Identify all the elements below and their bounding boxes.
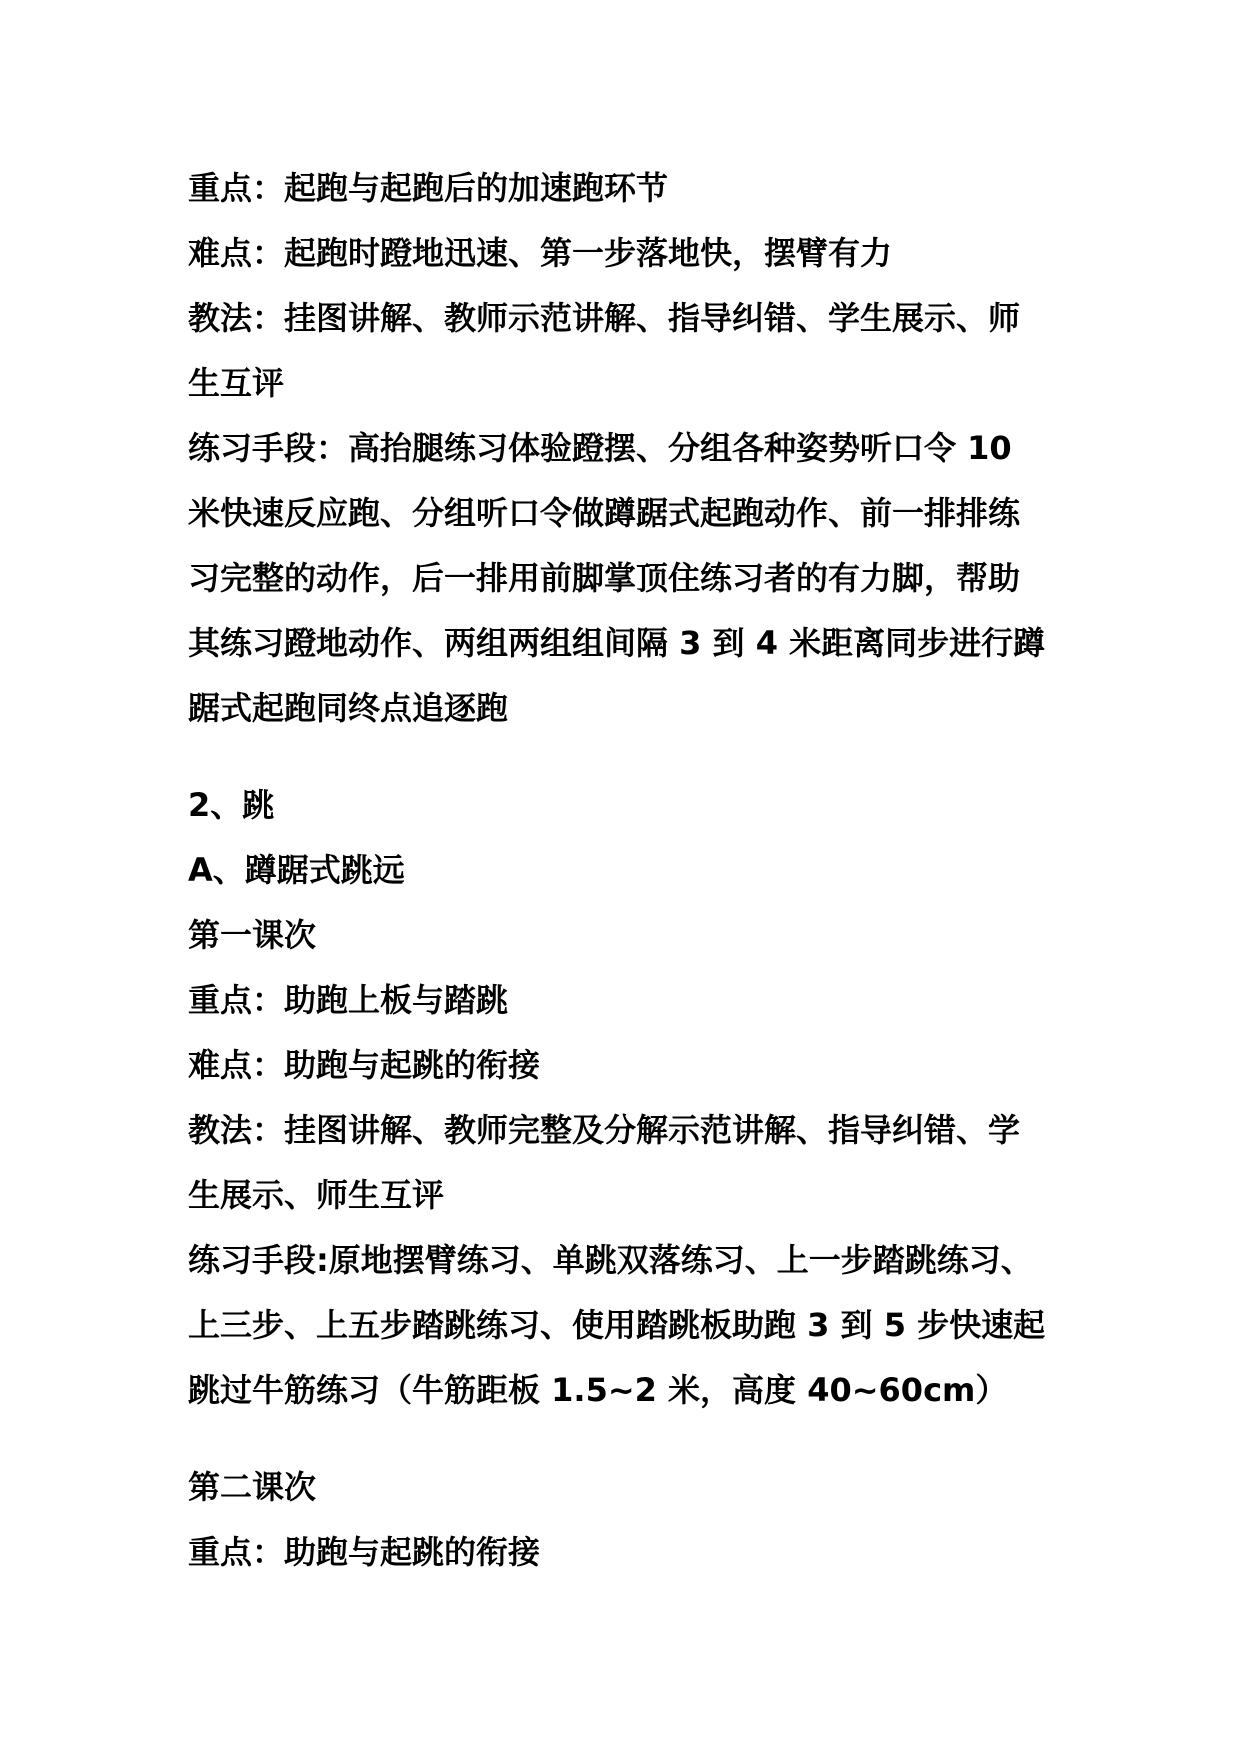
lesson-heading: 第一课次: [188, 916, 317, 954]
teaching-method-line: 教法：挂图讲解、教师完整及分解示范讲解、指导纠错、学: [188, 1111, 1021, 1149]
subsection-heading: A、蹲踞式跳远: [188, 851, 405, 889]
teaching-method-line: 教法：挂图讲解、教师示范讲解、指导纠错、学生展示、师: [188, 299, 1021, 337]
teaching-method-line-cont: 生展示、师生互评: [188, 1176, 445, 1214]
document-body: [188, 156, 1068, 1585]
practice-method-line-cont: 其练习蹬地动作、两组两组组间隔 3 到 4 米距离同步进行蹲: [188, 624, 1046, 662]
key-point-line: 重点：起跑与起跑后的加速跑环节: [188, 169, 669, 207]
teaching-method-line-cont: 生互评: [188, 364, 285, 402]
difficulty-line: 难点：助跑与起跳的衔接: [188, 1046, 541, 1084]
practice-method-line-cont: 跳过牛筋练习（牛筋距板 1.5~2 米，高度 40~60cm）: [188, 1371, 1008, 1409]
practice-method-line-cont: 习完整的动作，后一排用前脚掌顶住练习者的有力脚，帮助: [188, 559, 1021, 597]
key-point-line: 重点：助跑上板与踏跳: [188, 981, 509, 1019]
practice-method-line: 练习手段:原地摆臂练习、单跳双落练习、上一步踏跳练习、: [188, 1241, 1033, 1279]
sprint-start-block: [188, 156, 1068, 741]
paragraph-gap: [188, 1423, 1068, 1455]
second-lesson-block: [188, 1455, 1068, 1585]
paragraph-gap: [188, 741, 1068, 773]
practice-method-line-cont: 踞式起跑同终点追逐跑: [188, 689, 509, 727]
difficulty-line: 难点：起跑时蹬地迅速、第一步落地快，摆臂有力: [188, 234, 893, 272]
jump-section: [188, 773, 1068, 1423]
section-heading: 2、跳: [188, 786, 275, 824]
practice-method-line-cont: 米快速反应跑、分组听口令做蹲踞式起跑动作、前一排排练: [188, 494, 1021, 532]
lesson-heading: 第二课次: [188, 1468, 317, 1506]
key-point-line: 重点：助跑与起跳的衔接: [188, 1533, 541, 1571]
practice-method-line: 练习手段：高抬腿练习体验蹬摆、分组各种姿势听口令 10: [188, 429, 1012, 467]
practice-method-line-cont: 上三步、上五步踏跳练习、使用踏跳板助跑 3 到 5 步快速起: [188, 1306, 1046, 1344]
